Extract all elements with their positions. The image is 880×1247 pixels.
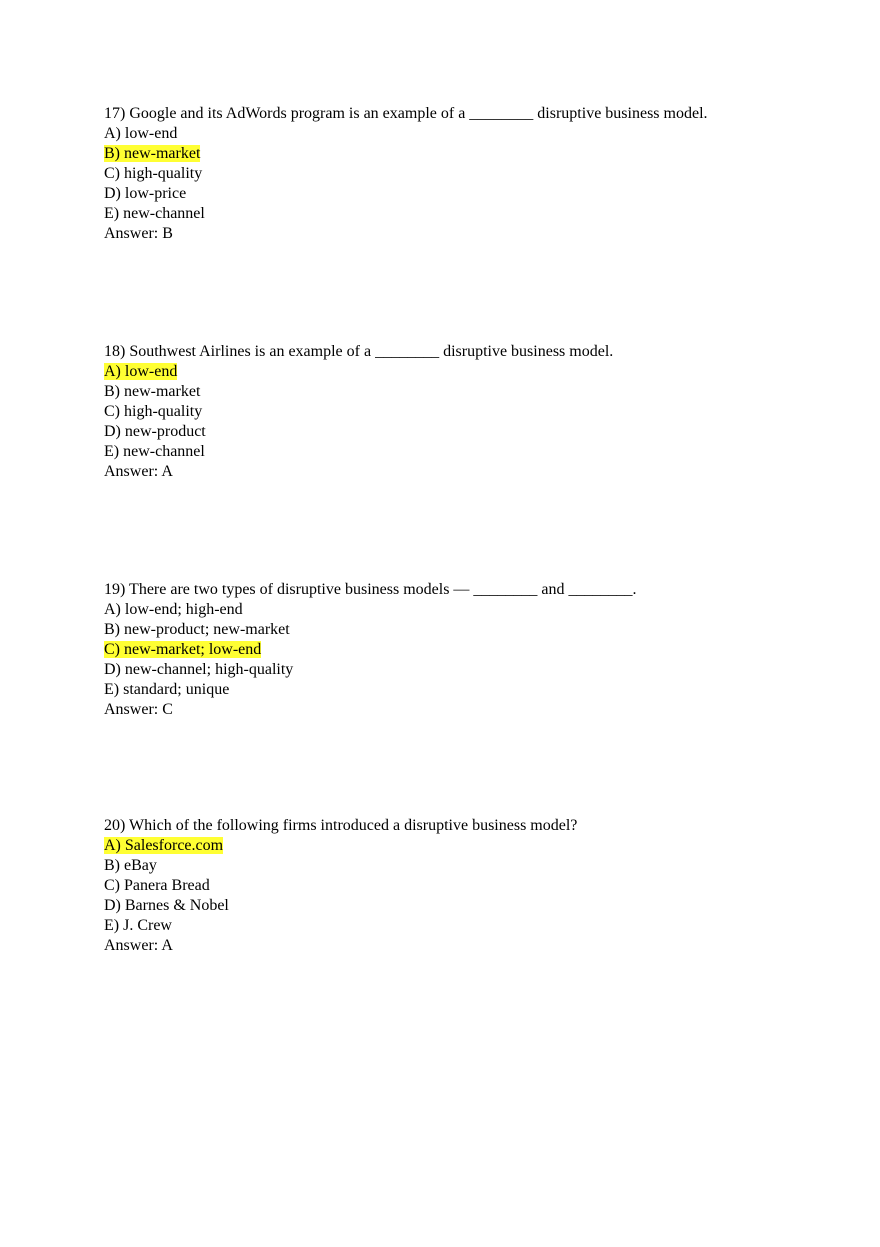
question-stem: 20) Which of the following firms introduced a disruptive business model? bbox=[104, 817, 578, 834]
option-a: A) low-end; high-end bbox=[104, 601, 243, 618]
option-d: D) new-product bbox=[104, 423, 206, 440]
highlighted-answer: A) low-end bbox=[104, 363, 178, 380]
option-c bbox=[104, 640, 824, 660]
option-e: E) new-channel bbox=[104, 443, 205, 460]
option-b bbox=[104, 144, 824, 164]
option-c: C) Panera Bread bbox=[104, 877, 210, 894]
option-d: D) Barnes & Nobel bbox=[104, 897, 229, 914]
option-e: E) new-channel bbox=[104, 205, 205, 222]
question-stem: 18) Southwest Airlines is an example of a ________ disruptive business model. bbox=[104, 343, 614, 360]
answer-line: Answer: C bbox=[104, 701, 173, 718]
highlighted-answer: C) new-market; low-end bbox=[104, 641, 262, 658]
question-17 bbox=[104, 104, 824, 244]
highlighted-answer: A) Salesforce.com bbox=[104, 837, 224, 854]
option-b: B) eBay bbox=[104, 857, 157, 874]
option-a bbox=[104, 362, 824, 382]
option-a: A) low-end bbox=[104, 125, 178, 142]
option-e: E) standard; unique bbox=[104, 681, 230, 698]
question-18 bbox=[104, 342, 824, 482]
answer-line: Answer: B bbox=[104, 225, 173, 242]
question-20 bbox=[104, 816, 824, 956]
answer-line: Answer: A bbox=[104, 937, 173, 954]
option-d: D) new-channel; high-quality bbox=[104, 661, 294, 678]
answer-line: Answer: A bbox=[104, 463, 173, 480]
option-c: C) high-quality bbox=[104, 403, 203, 420]
question-stem: 17) Google and its AdWords program is an example of a ________ disruptive business model. bbox=[104, 105, 708, 122]
option-b: B) new-market bbox=[104, 383, 201, 400]
highlighted-answer: B) new-market bbox=[104, 145, 201, 162]
question-19 bbox=[104, 580, 824, 720]
option-c: C) high-quality bbox=[104, 165, 203, 182]
option-e: E) J. Crew bbox=[104, 917, 172, 934]
option-b: B) new-product; new-market bbox=[104, 621, 290, 638]
question-stem: 19) There are two types of disruptive business models — ________ and ________. bbox=[104, 581, 637, 598]
option-a bbox=[104, 836, 824, 856]
option-d: D) low-price bbox=[104, 185, 187, 202]
